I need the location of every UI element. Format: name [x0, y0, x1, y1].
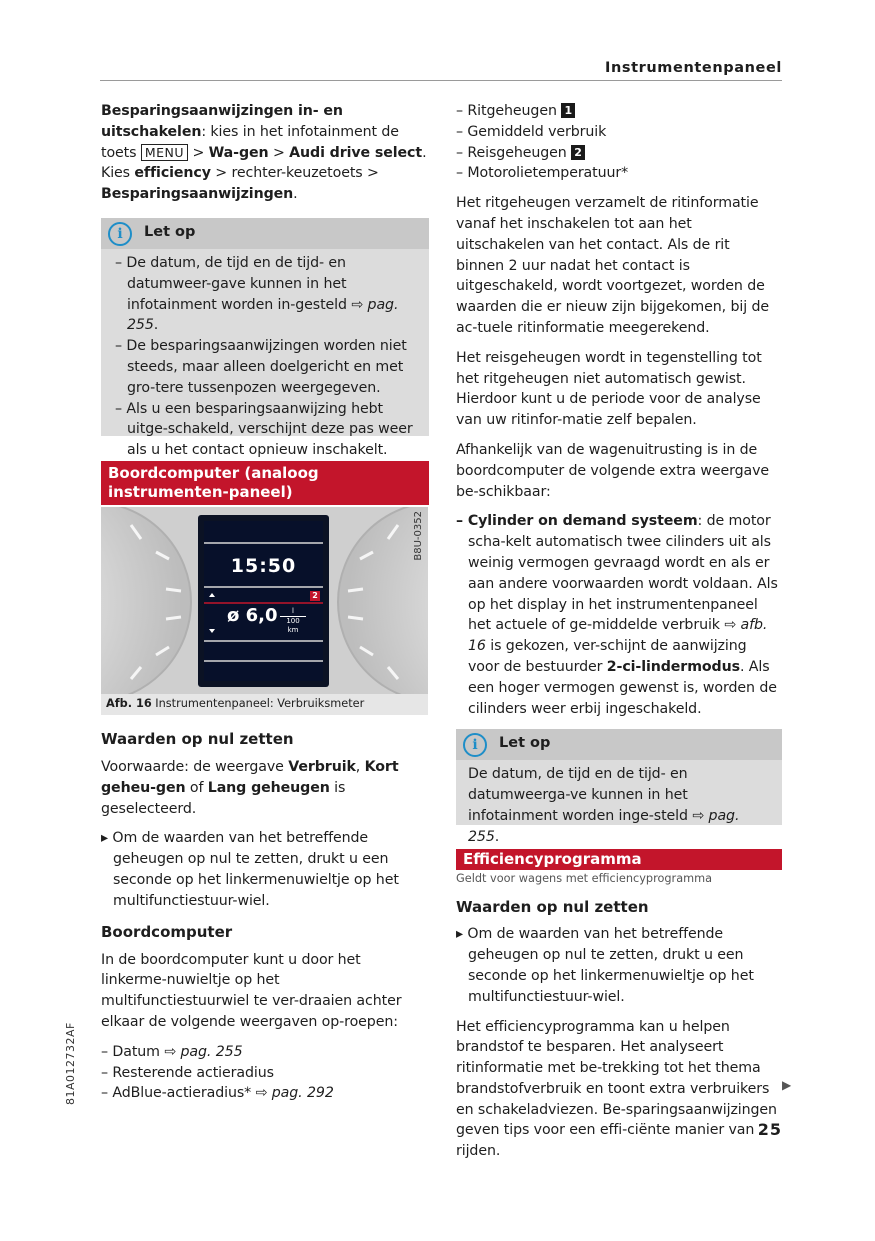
running-header-title: Instrumentenpaneel	[604, 60, 782, 76]
list-item: – AdBlue-actieradius* ⇨ pag. 292	[101, 1085, 334, 1102]
paragraph-reisgeheugen: Het reisgeheugen wordt in tegenstelling tot het ritgeheugen niet automatisch gewist. Hierdoor kunt u de periode voor de analyse van uw ritinfor-matie zelf bepalen.	[456, 349, 762, 429]
cluster-badge: 2	[312, 591, 318, 600]
list-item: – Ritgeheugen 1	[456, 101, 782, 122]
figure-code: B8U-0352	[413, 511, 424, 561]
left-column	[101, 101, 429, 520]
reset-step-left: ▸ Om de waarden van het betreffende geheugen op nul te zetten, drukt u een seconde op het linkermenuwieltje op het multifunctiestuur-wiel.	[101, 830, 399, 909]
cluster-time: 15:50	[230, 555, 297, 577]
intro-paragraph: Besparingsaanwijzingen in- en uitschakelen: kies in het infotainment de toets MENU > Wa-gen > Audi drive select. Kies efficiency > rechter-keuzetoets > Besparingsaanwijzingen.	[101, 103, 427, 203]
page-reference[interactable]: ⇨ pag. 255	[468, 807, 740, 845]
list-item: – Datum ⇨ pag. 255	[101, 1043, 243, 1060]
list-item: – Gemiddeld verbruik	[456, 123, 607, 140]
left-column-lower	[101, 730, 429, 1104]
boordcomputer-paragraph: In de boordcomputer kunt u door het linkerme-nuwieltje op het multifunctiestuurwiel te ver-draaien achter elkaar de volgende weergaven op-roepen:	[101, 951, 402, 1030]
list-item: – Reisgeheugen 2	[456, 143, 782, 164]
page-number: 25	[757, 1120, 782, 1139]
note-header	[101, 218, 429, 249]
document-code: 81A012732AF	[64, 1022, 77, 1105]
page-reference[interactable]: ⇨ pag. 255	[127, 296, 399, 334]
figure-reference[interactable]: ⇨ afb. 16	[468, 617, 768, 655]
heading-boordcomputer: Boordcomputer	[101, 922, 233, 941]
figure-16	[101, 507, 428, 715]
cluster-consumption: ø 6,0	[227, 605, 278, 626]
list-item: – Resterende actieradius	[101, 1064, 274, 1081]
page-reference[interactable]: ⇨ pag. 292	[255, 1085, 334, 1102]
list-item: – Motorolietemperatuur*	[456, 165, 629, 182]
header-rule	[100, 80, 782, 81]
note-box-2	[456, 729, 782, 845]
figure-caption: Afb. 16 Instrumentenpaneel: Verbruiksmeter	[106, 697, 365, 710]
note-box-1	[101, 218, 429, 459]
condition-paragraph: Voorwaarde: de weergave Verbruik, Kort geheu-gen of Lang geheugen is geselecteerd.	[101, 759, 399, 817]
page-reference[interactable]: ⇨ pag. 255	[164, 1043, 243, 1060]
instrument-cluster-image	[101, 507, 428, 694]
next-page-arrow-icon: ▶	[782, 1078, 792, 1092]
paragraph-extra: Afhankelijk van de wagenuitrusting is in de boordcomputer de volgende extra weergave be-schikbaar:	[456, 441, 770, 500]
cylinder-on-demand-item: – Cylinder on demand systeem: de motor scha-kelt automatisch twee cilinders uit als weinig vermogen gevraagd wordt en als er aan andere voorwaarden wordt voldaan. Als op het display in het instrumentenpaneel het actuele of ge-middelde verbruik ⇨ afb. 16 is gekozen, ver-schijnt de aanwijzing voor de bestuurder 2-ci-lindermodus. Als een hoger vermogen gewenst is, worden de cilinders weer erbij ingeschakeld.	[456, 513, 778, 717]
section-heading-efficiencyprogramma: Efficiencyprogramma	[456, 849, 782, 870]
note-header	[456, 729, 782, 760]
right-column	[456, 101, 782, 1162]
info-icon: i	[108, 222, 132, 246]
number-marker: 2	[571, 145, 585, 160]
reset-step-right: ▸ Om de waarden van het betreffende geheugen op nul te zetten, drukt u een seconde op het linkermenuwieltje op het multifunctiestuur-wiel.	[456, 926, 754, 1005]
info-icon: i	[463, 733, 487, 757]
note-title: Let op	[499, 735, 551, 752]
heading-reset-left: Waarden op nul zetten	[101, 730, 294, 748]
paragraph-ritgeheugen: Het ritgeheugen verzamelt de ritinformatie vanaf het inschakelen tot aan het uitschakelen van het contact. Als de rit binnen 2 uur nadat het contact is uitgeschakeld, wordt voortgezet, worden de waarden die er nieuw zijn bijgekomen, bij de ac-tuele ritinformatie meegerekend.	[456, 195, 769, 336]
note-item: – Als u een besparingsaanwijzing hebt uitge-schakeld, verschijnt deze pas weer als u het contact opnieuw inschakelt.	[115, 400, 413, 459]
note-text: De datum, de tijd en de tijd- en datumweerga-ve kunnen in het infotainment worden inge-steld ⇨ pag. 255.	[468, 766, 740, 845]
note-item: – De besparingsaanwijzingen worden niet steeds, maar alleen doelgericht en met gro-tere tussenpozen weergegeven.	[115, 338, 407, 396]
section-heading-boordcomputer: Boordcomputer (analoog instrumenten-paneel)	[101, 461, 429, 505]
note-title: Let op	[144, 223, 196, 240]
instrument-cluster-graphic	[101, 507, 428, 694]
menu-key: MENU	[141, 144, 188, 161]
paragraph-efficiency: Het efficiencyprogramma kan u helpen brandstof te besparen. Het analyseert ritinformatie met be-trekking tot het thema brandstofverbruik en toont extra verbruikers en schakeladviezen. Be-sparingsaanwijzingen geven tips voor een effi-ciënte manier van rijden.	[456, 1018, 777, 1160]
applies-note: Geldt voor wagens met efficiencyprogramma	[456, 872, 713, 886]
heading-reset-right: Waarden op nul zetten	[456, 898, 649, 917]
cluster-unit: l 100 km	[280, 607, 306, 635]
note-item: – De datum, de tijd en de tijd- en datumweer-gave kunnen in het infotainment worden in-gesteld ⇨ pag. 255.	[115, 254, 399, 334]
number-marker: 1	[561, 103, 575, 118]
